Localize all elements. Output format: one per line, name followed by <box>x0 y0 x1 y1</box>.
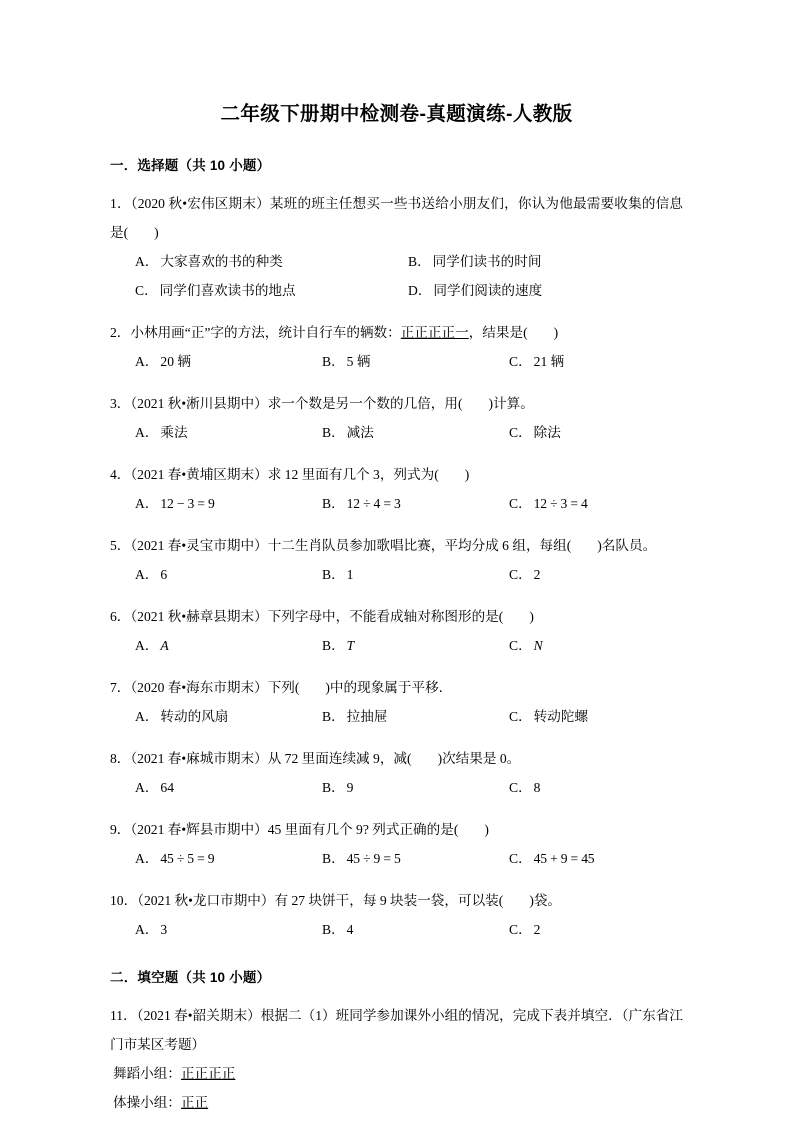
question-9-options <box>110 844 683 873</box>
option-text: 6 <box>160 567 168 582</box>
option-label: C． <box>509 780 532 795</box>
question-3-options <box>110 418 683 447</box>
option-label: B． <box>322 922 345 937</box>
question-11-source: （2021 春•韶关期末） <box>136 1008 261 1023</box>
question-2 <box>110 318 683 376</box>
question-8-option-b[interactable] <box>322 773 509 802</box>
option-label: A． <box>135 254 159 269</box>
question-4-source: （2021 春•黄埔区期末） <box>130 467 268 482</box>
option-text: A <box>160 638 169 653</box>
question-2-option-c[interactable] <box>509 347 696 376</box>
question-3 <box>110 389 683 447</box>
question-10-option-a[interactable] <box>135 915 322 944</box>
option-text: 5 辆 <box>346 354 371 369</box>
question-2-tail: ) <box>553 325 559 340</box>
option-label: C． <box>509 922 532 937</box>
question-7-body: 下列( <box>267 680 300 695</box>
question-5-text <box>110 531 683 560</box>
question-7-option-a[interactable] <box>135 702 322 731</box>
option-text: 拉抽屉 <box>346 709 388 724</box>
option-text: 2 <box>533 922 541 937</box>
option-text: 8 <box>533 780 541 795</box>
question-2-option-b[interactable] <box>322 347 509 376</box>
question-4-options <box>110 489 683 518</box>
option-text: 转动的风扇 <box>160 709 229 724</box>
question-6-text <box>110 602 683 631</box>
option-label: C． <box>509 496 532 511</box>
question-9-body: 45 里面有几个 9? 列式正确的是( <box>267 822 459 837</box>
question-3-text <box>110 389 683 418</box>
question-7-option-c[interactable] <box>509 702 696 731</box>
option-label: A． <box>135 638 159 653</box>
question-2-body2: ，结果是( <box>468 325 528 340</box>
option-text: 减法 <box>346 425 374 440</box>
option-label: C． <box>509 851 532 866</box>
option-text: 45 + 9 = 45 <box>533 851 595 866</box>
question-1-options-row-2 <box>110 276 683 305</box>
option-label: B． <box>322 496 345 511</box>
option-label: A． <box>135 780 159 795</box>
question-3-source: （2021 秋•淅川县期中） <box>130 396 268 411</box>
option-text: 12 − 3 = 9 <box>160 496 215 511</box>
option-text: 20 辆 <box>160 354 192 369</box>
option-text: 同学们阅读的速度 <box>433 283 543 298</box>
option-text: 乘法 <box>160 425 188 440</box>
question-4-number: 4． <box>110 467 131 482</box>
question-5-source: （2021 春•灵宝市期中） <box>130 538 268 553</box>
option-text: 9 <box>346 780 354 795</box>
question-2-body: 小林用画“正”字的方法，统计自行车的辆数： <box>130 325 401 340</box>
question-5-tail: )名队员。 <box>597 538 657 553</box>
option-text: 大家喜欢的书的种类 <box>160 254 283 269</box>
question-6-number: 6． <box>110 609 131 624</box>
question-10-option-c[interactable] <box>509 915 696 944</box>
question-9-option-b[interactable] <box>322 844 509 873</box>
question-1-source: （2020 秋•宏伟区期末） <box>130 196 270 211</box>
option-text: 同学们喜欢读书的地点 <box>159 283 296 298</box>
page-title: 二年级下册期中检测卷-真题演练-人教版 <box>220 103 573 125</box>
question-9-option-a[interactable] <box>135 844 322 873</box>
question-3-option-b[interactable] <box>322 418 509 447</box>
question-8-option-c[interactable] <box>509 773 696 802</box>
question-2-tally-marks: 正正正正一 <box>400 325 469 340</box>
question-11-number: 11． <box>110 1008 137 1023</box>
option-label: A． <box>135 709 159 724</box>
question-4 <box>110 460 683 518</box>
question-9-text <box>110 815 683 844</box>
question-1-body: 某班的班主任想买一些书送给小朋友们，你认为他最需要收集的信息是( <box>110 196 684 240</box>
question-5 <box>110 531 683 589</box>
question-7 <box>110 673 683 731</box>
question-9 <box>110 815 683 873</box>
question-3-number: 3． <box>110 396 131 411</box>
question-3-body: 求一个数是另一个数的几倍，用( <box>267 396 463 411</box>
option-label: C． <box>135 283 158 298</box>
question-8-text <box>110 744 683 773</box>
question-4-option-b[interactable] <box>322 489 509 518</box>
option-label: C． <box>509 638 532 653</box>
question-10-option-b[interactable] <box>322 915 509 944</box>
question-1 <box>110 189 683 305</box>
question-8-option-a[interactable] <box>135 773 322 802</box>
section-heading-fill-blank: 二．填空题（共 10 小题） <box>110 970 271 985</box>
option-label: A． <box>135 851 159 866</box>
question-4-option-c[interactable] <box>509 489 696 518</box>
question-5-number: 5． <box>110 538 131 553</box>
question-10-options <box>110 915 683 944</box>
subline-tally-marks: 正正 <box>180 1095 209 1110</box>
option-label: B． <box>322 425 345 440</box>
option-label: C． <box>509 425 532 440</box>
question-7-text <box>110 673 683 702</box>
option-text: T <box>346 638 355 653</box>
option-text: 4 <box>346 922 354 937</box>
question-10-tail: )袋。 <box>529 893 562 908</box>
question-1-option-d[interactable] <box>408 276 681 305</box>
question-1-option-b[interactable] <box>408 247 681 276</box>
option-label: B． <box>322 709 345 724</box>
section-heading-choice: 一．选择题（共 10 小题） <box>110 158 271 173</box>
option-label: A． <box>135 496 159 511</box>
question-7-source: （2020 春•海东市期末） <box>130 680 268 695</box>
option-text: 3 <box>160 922 168 937</box>
question-5-option-b[interactable] <box>322 560 509 589</box>
question-9-option-c[interactable] <box>509 844 696 873</box>
question-2-options <box>110 347 683 376</box>
question-1-option-c[interactable] <box>135 276 408 305</box>
question-11-text <box>110 1001 683 1059</box>
option-text: 1 <box>346 567 354 582</box>
subline-label: 舞蹈小组： <box>113 1066 181 1081</box>
option-label: C． <box>509 567 532 582</box>
option-label: B． <box>322 567 345 582</box>
question-10-body: 有 27 块饼干，每 9 块装一袋，可以装( <box>274 893 504 908</box>
option-label: B． <box>322 354 345 369</box>
question-10-source: （2021 秋•龙口市期中） <box>137 893 275 908</box>
question-6-body: 下列字母中，不能看成轴对称图形的是( <box>267 609 504 624</box>
question-9-number: 9． <box>110 822 131 837</box>
question-3-tail: )计算。 <box>488 396 534 411</box>
question-9-source: （2021 春•辉县市期中） <box>130 822 268 837</box>
question-6-option-b[interactable] <box>322 631 509 660</box>
question-10-text <box>110 886 683 915</box>
question-6-option-a[interactable] <box>135 631 322 660</box>
question-6-option-c[interactable] <box>509 631 696 660</box>
question-5-option-c[interactable] <box>509 560 696 589</box>
option-label: B． <box>322 780 345 795</box>
option-label: A． <box>135 354 159 369</box>
option-label: A． <box>135 922 159 937</box>
question-8-tail: )次结果是 0。 <box>437 751 521 766</box>
question-10-number: 10． <box>110 893 138 908</box>
question-7-option-b[interactable] <box>322 702 509 731</box>
question-4-body: 求 12 里面有几个 3，列式为( <box>267 467 439 482</box>
option-text: 21 辆 <box>533 354 565 369</box>
question-7-options <box>110 702 683 731</box>
option-text: 45 ÷ 5 = 9 <box>160 851 215 866</box>
question-4-tail: ) <box>464 467 470 482</box>
option-text: 除法 <box>533 425 561 440</box>
question-7-number: 7． <box>110 680 131 695</box>
question-1-text <box>110 189 683 247</box>
question-1-number: 1． <box>110 196 131 211</box>
question-6-tail: ) <box>529 609 534 624</box>
question-6-source: （2021 秋•赫章县期末） <box>130 609 268 624</box>
question-1-option-a[interactable] <box>135 247 408 276</box>
question-5-option-a[interactable] <box>135 560 322 589</box>
question-1-options-row-1 <box>110 247 683 276</box>
option-label: C． <box>509 354 532 369</box>
question-8 <box>110 744 683 802</box>
question-10 <box>110 886 683 944</box>
question-4-option-a[interactable] <box>135 489 322 518</box>
question-11 <box>110 1001 683 1117</box>
question-11-subline-gymnastics <box>110 1088 683 1117</box>
question-2-number: 2． <box>110 325 131 340</box>
subline-tally-marks: 正正正正 <box>180 1066 236 1081</box>
question-11-subline-dance <box>110 1059 683 1088</box>
question-2-text <box>110 318 683 347</box>
option-text: 同学们读书的时间 <box>432 254 542 269</box>
option-label: B． <box>408 254 431 269</box>
question-8-number: 8． <box>110 751 131 766</box>
option-label: D． <box>408 283 432 298</box>
option-label: B． <box>322 851 345 866</box>
option-text: N <box>533 638 543 653</box>
option-text: 12 ÷ 4 = 3 <box>346 496 401 511</box>
question-8-options <box>110 773 683 802</box>
question-5-body: 十二生肖队员参加歌唱比赛，平均分成 6 组，每组( <box>267 538 572 553</box>
question-3-option-c[interactable] <box>509 418 696 447</box>
question-7-tail: )中的现象属于平移． <box>325 680 453 695</box>
option-text: 64 <box>160 780 175 795</box>
option-label: A． <box>135 425 159 440</box>
question-1-tail: ) <box>154 225 159 240</box>
option-label: B． <box>322 638 345 653</box>
question-6 <box>110 602 683 660</box>
question-6-options <box>110 631 683 660</box>
question-8-body: 从 72 里面连续减 9，减( <box>267 751 412 766</box>
option-text: 转动陀螺 <box>533 709 589 724</box>
question-4-text <box>110 460 683 489</box>
option-text: 2 <box>533 567 541 582</box>
question-9-tail: ) <box>484 822 489 837</box>
subline-label: 体操小组： <box>113 1095 181 1110</box>
option-label: A． <box>135 567 159 582</box>
question-5-options <box>110 560 683 589</box>
question-11-body: 根据二（1）班同学参加课外小组的情况，完成下表并填空．（广东省江门市某区考题） <box>110 1008 684 1052</box>
question-2-option-a[interactable] <box>135 347 322 376</box>
question-8-source: （2021 春•麻城市期末） <box>130 751 268 766</box>
question-3-option-a[interactable] <box>135 418 322 447</box>
option-text: 12 ÷ 3 = 4 <box>533 496 588 511</box>
option-label: C． <box>509 709 532 724</box>
option-text: 45 ÷ 9 = 5 <box>346 851 401 866</box>
